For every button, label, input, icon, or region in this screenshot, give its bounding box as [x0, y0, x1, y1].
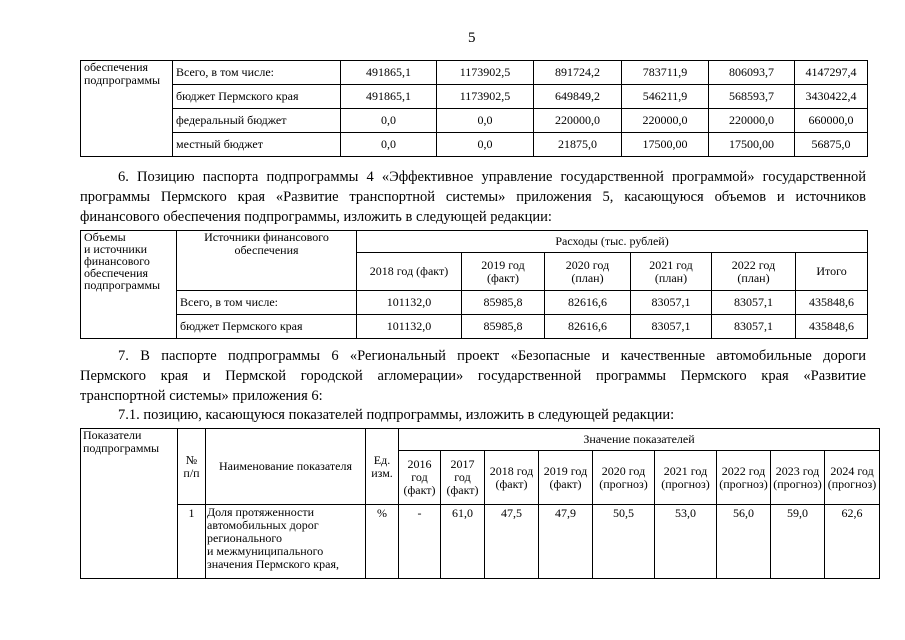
table3-values-header: Значение показателей — [399, 429, 880, 451]
table1-cell: 1173902,5 — [437, 61, 534, 85]
table1-cell: 17500,00 — [622, 133, 709, 157]
table3-cell: 59,0 — [771, 505, 825, 579]
table1-cell: 17500,00 — [709, 133, 795, 157]
indicators-table — [80, 428, 880, 579]
table1-cell: 568593,7 — [709, 85, 795, 109]
table2-source: бюджет Пермского края — [177, 315, 357, 339]
table3-indicator-name: Доля протяженности автомобильных дорог регионального и межмуниципального значения Пермского края, — [206, 505, 366, 579]
table2-cell: 82616,6 — [545, 291, 631, 315]
table2-cell: 83057,1 — [631, 291, 712, 315]
table3-year-header: 2023 год (прогноз) — [771, 451, 825, 505]
table3-unit-header: Ед. изм. — [366, 429, 399, 505]
table1-cell: 220000,0 — [622, 109, 709, 133]
table3-year-header: 2022 год (прогноз) — [717, 451, 771, 505]
table2-year-header: 2022 год (план) — [712, 253, 796, 291]
table3-cell: 47,9 — [539, 505, 593, 579]
table2-year-header: 2021 год (план) — [631, 253, 712, 291]
table3-year-header: 2018 год (факт) — [485, 451, 539, 505]
table1-label: обеспечения подпрограммы — [81, 61, 173, 157]
table3-cell: 53,0 — [655, 505, 717, 579]
table2-cell: 435848,6 — [796, 315, 868, 339]
table3-row-num: 1 — [178, 505, 206, 579]
table2-cell: 83057,1 — [631, 315, 712, 339]
table1-source: федеральный бюджет — [173, 109, 341, 133]
table2-year-header: 2018 год (факт) — [357, 253, 462, 291]
table1-source: Всего, в том числе: — [173, 61, 341, 85]
table3-cell: 47,5 — [485, 505, 539, 579]
table3-label: Показатели подпрограммы — [81, 429, 178, 579]
table2-cell: 83057,1 — [712, 291, 796, 315]
table3-year-header: 2016 год (факт) — [399, 451, 441, 505]
paragraph-6: 6. Позицию паспорта подпрограммы 4 «Эффективное управление государственной программой» государственной программы Пермского края «Развитие транспортной системы» приложения 5, касающуюся объемов и источников финансового обеспечения подпрограммы, изложить в следующей редакции: — [80, 169, 866, 225]
table2-sources-header: Источники финансового обеспечения — [177, 231, 357, 291]
funding-table-continued — [80, 60, 868, 157]
table1-cell: 546211,9 — [622, 85, 709, 109]
table2-year-header: Итого — [796, 253, 868, 291]
table1-cell: 891724,2 — [534, 61, 622, 85]
table1-cell: 783711,9 — [622, 61, 709, 85]
table2-cell: 101132,0 — [357, 315, 462, 339]
table1-cell: 660000,0 — [795, 109, 868, 133]
table1-cell: 649849,2 — [534, 85, 622, 109]
page-number: 5 — [468, 30, 476, 46]
table2-year-header: 2020 год (план) — [545, 253, 631, 291]
table1-cell: 806093,7 — [709, 61, 795, 85]
table1-cell: 0,0 — [437, 109, 534, 133]
table2-cell: 85985,8 — [462, 291, 545, 315]
table2-cell: 85985,8 — [462, 315, 545, 339]
table3-cell: - — [399, 505, 441, 579]
table2-cell: 83057,1 — [712, 315, 796, 339]
funding-table-subprogram-4 — [80, 230, 868, 339]
table3-cell: 50,5 — [593, 505, 655, 579]
table2-cell: 82616,6 — [545, 315, 631, 339]
table1-source: бюджет Пермского края — [173, 85, 341, 109]
table1-cell: 1173902,5 — [437, 85, 534, 109]
table3-year-header: 2021 год (прогноз) — [655, 451, 717, 505]
table1-cell: 491865,1 — [341, 85, 437, 109]
table3-cell: 62,6 — [825, 505, 880, 579]
table3-year-header: 2024 год (прогноз) — [825, 451, 880, 505]
table1-cell: 4147297,4 — [795, 61, 868, 85]
table1-cell: 21875,0 — [534, 133, 622, 157]
table3-unit: % — [366, 505, 399, 579]
table1-cell: 56875,0 — [795, 133, 868, 157]
table1-cell: 220000,0 — [709, 109, 795, 133]
table1-cell: 0,0 — [341, 133, 437, 157]
table2-label: Объемы и источники финансового обеспечения подпрограммы — [81, 231, 177, 339]
table2-year-header: 2019 год (факт) — [462, 253, 545, 291]
table1-cell: 491865,1 — [341, 61, 437, 85]
table2-source: Всего, в том числе: — [177, 291, 357, 315]
table3-cell: 61,0 — [441, 505, 485, 579]
table3-num-header: № п/п — [178, 429, 206, 505]
table3-year-header: 2019 год (факт) — [539, 451, 593, 505]
table3-year-header: 2020 год (прогноз) — [593, 451, 655, 505]
table1-source: местный бюджет — [173, 133, 341, 157]
table2-cell: 101132,0 — [357, 291, 462, 315]
table3-year-header: 2017 год (факт) — [441, 451, 485, 505]
table3-cell: 56,0 — [717, 505, 771, 579]
table2-expenses-header: Расходы (тыс. рублей) — [357, 231, 868, 253]
table1-cell: 220000,0 — [534, 109, 622, 133]
table1-cell: 3430422,4 — [795, 85, 868, 109]
paragraph-7-1: 7.1. позицию, касающуюся показателей подпрограммы, изложить в следующей редакции: — [118, 407, 675, 423]
table1-cell: 0,0 — [437, 133, 534, 157]
table3-name-header: Наименование показателя — [206, 429, 366, 505]
table2-cell: 435848,6 — [796, 291, 868, 315]
table1-cell: 0,0 — [341, 109, 437, 133]
paragraph-7: 7. В паспорте подпрограммы 6 «Региональный проект «Безопасные и качественные автомобильные дороги Пермского края и Пермской городской агломерации» государственной программы Пермского края «Развитие транспортной системы» приложения 6: — [80, 348, 866, 404]
